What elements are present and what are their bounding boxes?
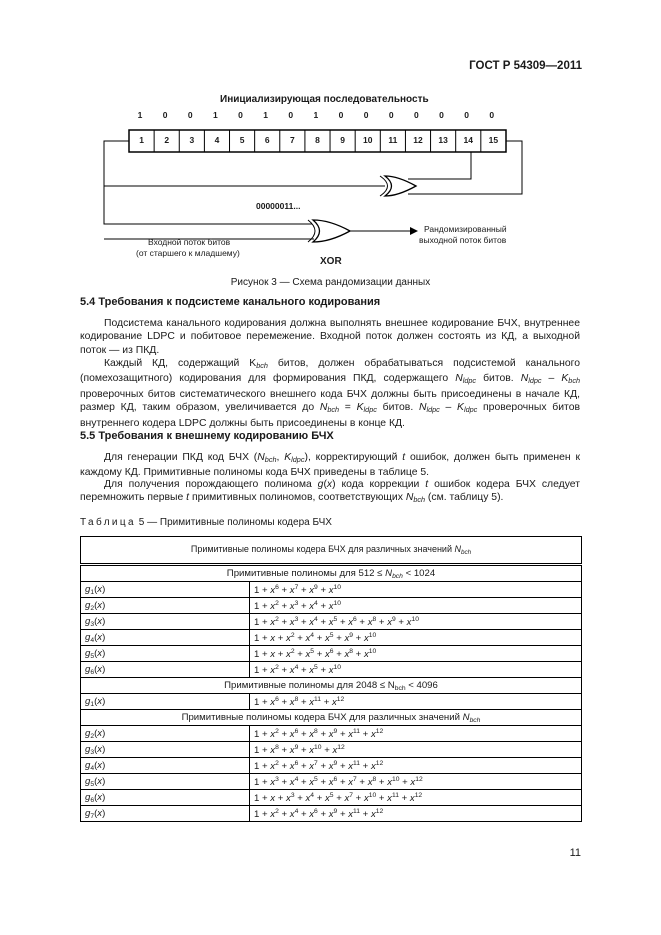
init-bit: 0 [162, 110, 168, 120]
init-bit: 1 [263, 110, 268, 120]
polynomial-value: $1 + x^2 + x^4 + x^6 + x^9 + x^{11} + x^{12}$ [250, 806, 582, 822]
register-cell: 11 [388, 135, 398, 145]
polynomial-name: $g_4(x)$ [81, 630, 250, 646]
init-bit: 0 [413, 110, 419, 120]
polynomial-name: $g_6(x)$ [81, 662, 250, 678]
table-row [81, 646, 582, 662]
table-row [81, 790, 582, 806]
polynomial-name: $g_4(x)$ [81, 758, 250, 774]
standard-number: ГОСТ Р 54309—2011 [469, 60, 582, 72]
section-5-4-heading: 5.4 Требования к подсистеме канального кодирования [80, 296, 381, 308]
init-bit: 0 [238, 110, 243, 120]
input-label-2: (от старшего к младшему) [136, 248, 240, 258]
register-cell: 9 [340, 135, 345, 145]
init-bit: 0 [388, 110, 394, 120]
polynomial-value: $1 + x^2 + x^6 + x^8 + x^9 + x^{11} + x^{12}$ [250, 726, 582, 742]
register-cell: 12 [413, 135, 423, 145]
register-cell: 5 [239, 135, 245, 145]
polynomial-value: $1 + x + x^2 + x^5 + x^6 + x^8 + x^{10}$ [250, 646, 582, 662]
table-row [81, 774, 582, 790]
table-row [81, 614, 582, 630]
table-row [81, 806, 582, 822]
init-bit: 0 [363, 110, 369, 120]
table-row [81, 694, 582, 710]
register-cell: 8 [315, 135, 320, 145]
polynomial-value: $1 + x + x^3 + x^4 + x^5 + x^7 + x^{10} + x^{11} + x^{12}$ [250, 790, 582, 806]
section-5-4-paragraph-1: Подсистема канального кодирования должна выполнять внешнее кодирование БЧХ, внутреннее кодирование LDPC и побитовое перемежение. Входной поток должен состоять из КД, а выходной поток — из ПКД. [80, 318, 580, 356]
figure-caption: Рисунок 3 — Схема рандомизации данных [230, 277, 431, 288]
register-cell: 1 [139, 135, 144, 145]
polynomial-name: $g_3(x)$ [81, 742, 250, 758]
register-cell: 2 [164, 135, 170, 145]
polynomial-value: $1 + x^6 + x^7 + x^9 + x^{10}$ [250, 582, 582, 598]
init-bit: 1 [137, 110, 143, 120]
polynomial-name: $g_5(x)$ [81, 646, 250, 662]
polynomials-table [80, 536, 582, 822]
table-caption: Таблица 5 — Примитивные полиномы кодера БЧХ [80, 517, 332, 528]
register-cell: 13 [438, 135, 448, 145]
table-section-title: Примитивные полиномы для $2048 \le N_{bch} < 4096$ [81, 678, 582, 694]
table-row [81, 742, 582, 758]
polynomial-name: $g_2(x)$ [81, 598, 250, 614]
polynomial-value: $1 + x^2 + x^3 + x^4 + x^5 + x^6 + x^8 + x^9 + x^{10}$ [250, 614, 582, 630]
polynomial-name: $g_5(x)$ [81, 774, 250, 790]
input-label-1: Входной поток битов [148, 237, 231, 247]
section-5-5-paragraph-1: Для генерации ПКД код БЧХ ($N_{bch}$, $K_{ldpc}$), корректирующий t ошибок, должен быть применен к каждому КД. Примитивные полиномы кода БЧХ приведены в таблице 5. [80, 452, 581, 479]
polynomial-value: $1 + x^2 + x^4 + x^5 + x^{10}$ [250, 662, 582, 678]
polynomial-value: $1 + x^6 + x^8 + x^{11} + x^{12}$ [250, 694, 582, 710]
table-header: Примитивные полиномы кодера БЧХ для различных значений $N_{bch}$ [81, 537, 582, 565]
register-cell: 6 [264, 135, 270, 145]
init-bit: 0 [288, 110, 294, 120]
init-bit: 1 [212, 110, 218, 120]
randomizer-diagram [80, 84, 580, 274]
init-bit: 0 [439, 110, 444, 120]
table-row [81, 582, 582, 598]
table-section-title: Примитивные полиномы кодера БЧХ для различных значений $N_{bch}$ [81, 710, 582, 726]
polynomial-value: $1 + x^3 + x^4 + x^5 + x^6 + x^7 + x^8 + x^{10} + x^{12}$ [250, 774, 582, 790]
table-section-title: Примитивные полиномы для $512 \le N_{bch} < 1024$ [81, 565, 582, 582]
polynomial-value: $1 + x^2 + x^3 + x^4 + x^{10}$ [250, 598, 582, 614]
register-cell: 14 [463, 135, 473, 145]
register-cell: 10 [362, 135, 373, 145]
feedback-label: 00000011... [256, 201, 301, 211]
polynomial-value: $1 + x^8 + x^9 + x^{10} + x^{12}$ [250, 742, 582, 758]
register-cell: 15 [488, 135, 499, 145]
register-cell: 3 [189, 135, 195, 145]
init-bit: 0 [338, 110, 344, 120]
register-cell: 7 [289, 135, 295, 145]
polynomial-name: $g_1(x)$ [81, 694, 250, 710]
polynomial-value: $1 + x^2 + x^6 + x^7 + x^9 + x^{11} + x^{12}$ [250, 758, 582, 774]
init-bit: 0 [464, 110, 469, 120]
page-number: 11 [569, 847, 581, 859]
table-row [81, 598, 582, 614]
output-label-2: выходной поток битов [419, 235, 507, 245]
output-label-1: Рандомизированный [424, 224, 507, 234]
table-row [81, 726, 582, 742]
figure-title: Инициализирующая последовательность [220, 94, 429, 105]
section-5-4-paragraph-2: Каждый КД, содержащий $K_{bch}$ битов, должен обрабатываться подсистемой канального (помехозащитного) кодирования для формирования ПКД, содержащего $N_{ldpc}$ битов. $N_{ldpc} - K_{bch}$ проверочных битов систематического внешнего кода БЧХ должны быть присоединены в начале КД, размер КД, таким образом, увеличивается до $N_{bch} = K_{ldpc}$ битов. $N_{ldpc} - K_{ldpc}$ проверочных битов внутреннего кодера LDPC должны быть присоединены в конце КД. [80, 358, 580, 429]
polynomial-name: $g_7(x)$ [81, 806, 250, 822]
table-row [81, 662, 582, 678]
section-5-5-heading: 5.5 Требования к внешнему кодированию БЧХ [80, 430, 334, 442]
polynomial-name: $g_2(x)$ [81, 726, 250, 742]
init-bit: 0 [489, 110, 495, 120]
register-cell: 4 [214, 135, 220, 145]
table-row [81, 758, 582, 774]
section-5-5-paragraph-2: Для получения порождающего полинома g(x) кода коррекции t ошибок кодера БЧХ следует перемножить первые t примитивных полиномов, соответствующих $N_{bch}$ (см. таблицу 5). [80, 479, 580, 505]
polynomial-name: $g_6(x)$ [81, 790, 250, 806]
polynomial-name: $g_3(x)$ [81, 614, 250, 630]
polynomial-value: $1 + x + x^2 + x^4 + x^5 + x^9 + x^{10}$ [250, 630, 582, 646]
init-bit: 0 [187, 110, 193, 120]
init-bit: 1 [313, 110, 319, 120]
xor-label: XOR [320, 256, 342, 267]
polynomial-name: $g_1(x)$ [81, 582, 250, 598]
table-row [81, 630, 582, 646]
